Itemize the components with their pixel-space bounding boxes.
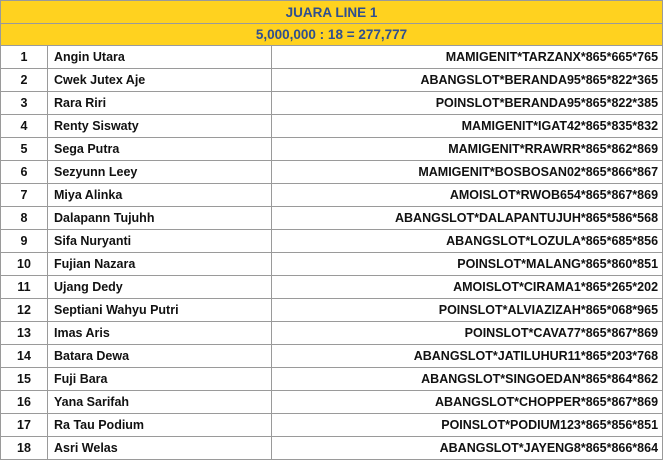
winner-code: ABANGSLOT*DALAPANTUJUH*865*586*568 [272,207,663,230]
table-row [1,207,663,230]
winner-code: MAMIGENIT*IGAT42*865*835*832 [272,115,663,138]
rank-number: 13 [1,322,48,345]
winner-name: Asri Welas [48,437,272,460]
winner-name: Fujian Nazara [48,253,272,276]
table-row [1,46,663,69]
winner-code: MAMIGENIT*TARZANX*865*665*765 [272,46,663,69]
winner-code: ABANGSLOT*BERANDA95*865*822*365 [272,69,663,92]
table-row [1,115,663,138]
winner-code: MAMIGENIT*RRAWRR*865*862*869 [272,138,663,161]
table-row [1,92,663,115]
winner-name: Yana Sarifah [48,391,272,414]
table-row [1,230,663,253]
rank-number: 2 [1,69,48,92]
rank-number: 9 [1,230,48,253]
winner-code: AMOISLOT*CIRAMA1*865*265*202 [272,276,663,299]
winner-code: ABANGSLOT*JAYENG8*865*866*864 [272,437,663,460]
winner-name: Rara Riri [48,92,272,115]
table-row [1,437,663,460]
winner-name: Ra Tau Podium [48,414,272,437]
winner-code: AMOISLOT*RWOB654*865*867*869 [272,184,663,207]
rank-number: 11 [1,276,48,299]
winner-code: POINSLOT*BERANDA95*865*822*385 [272,92,663,115]
winner-name: Miya Alinka [48,184,272,207]
table-row [1,299,663,322]
rank-number: 14 [1,345,48,368]
prize-formula: 5,000,000 : 18 = 277,777 [1,24,663,46]
table-title: JUARA LINE 1 [1,1,663,24]
table-row [1,138,663,161]
rank-number: 4 [1,115,48,138]
winner-code: POINSLOT*PODIUM123*865*856*851 [272,414,663,437]
winner-name: Batara Dewa [48,345,272,368]
table-row [1,276,663,299]
rank-number: 15 [1,368,48,391]
winner-code: POINSLOT*CAVA77*865*867*869 [272,322,663,345]
table-row [1,391,663,414]
table-row [1,253,663,276]
winner-name: Dalapann Tujuhh [48,207,272,230]
table-row [1,69,663,92]
winner-name: Cwek Jutex Aje [48,69,272,92]
winner-name: Sezyunn Leey [48,161,272,184]
table-row [1,368,663,391]
winner-code: ABANGSLOT*LOZULA*865*685*856 [272,230,663,253]
winner-name: Sifa Nuryanti [48,230,272,253]
formula-row [1,24,663,46]
table-row [1,345,663,368]
table-row [1,161,663,184]
rank-number: 7 [1,184,48,207]
winner-code: ABANGSLOT*SINGOEDAN*865*864*862 [272,368,663,391]
winner-name: Fuji Bara [48,368,272,391]
rank-number: 16 [1,391,48,414]
winner-name: Renty Siswaty [48,115,272,138]
rank-number: 18 [1,437,48,460]
winner-name: Imas Aris [48,322,272,345]
rank-number: 8 [1,207,48,230]
winner-name: Angin Utara [48,46,272,69]
winner-name: Ujang Dedy [48,276,272,299]
winner-name: Sega Putra [48,138,272,161]
winner-code: ABANGSLOT*CHOPPER*865*867*869 [272,391,663,414]
winner-code: POINSLOT*ALVIAZIZAH*865*068*965 [272,299,663,322]
rank-number: 5 [1,138,48,161]
title-row [1,1,663,24]
winner-name: Septiani Wahyu Putri [48,299,272,322]
rank-number: 6 [1,161,48,184]
rank-number: 3 [1,92,48,115]
winner-code: MAMIGENIT*BOSBOSAN02*865*866*867 [272,161,663,184]
table-row [1,322,663,345]
rank-number: 10 [1,253,48,276]
rank-number: 1 [1,46,48,69]
rank-number: 12 [1,299,48,322]
winner-code: ABANGSLOT*JATILUHUR11*865*203*768 [272,345,663,368]
winner-code: POINSLOT*MALANG*865*860*851 [272,253,663,276]
table-row [1,414,663,437]
rank-number: 17 [1,414,48,437]
table-row [1,184,663,207]
